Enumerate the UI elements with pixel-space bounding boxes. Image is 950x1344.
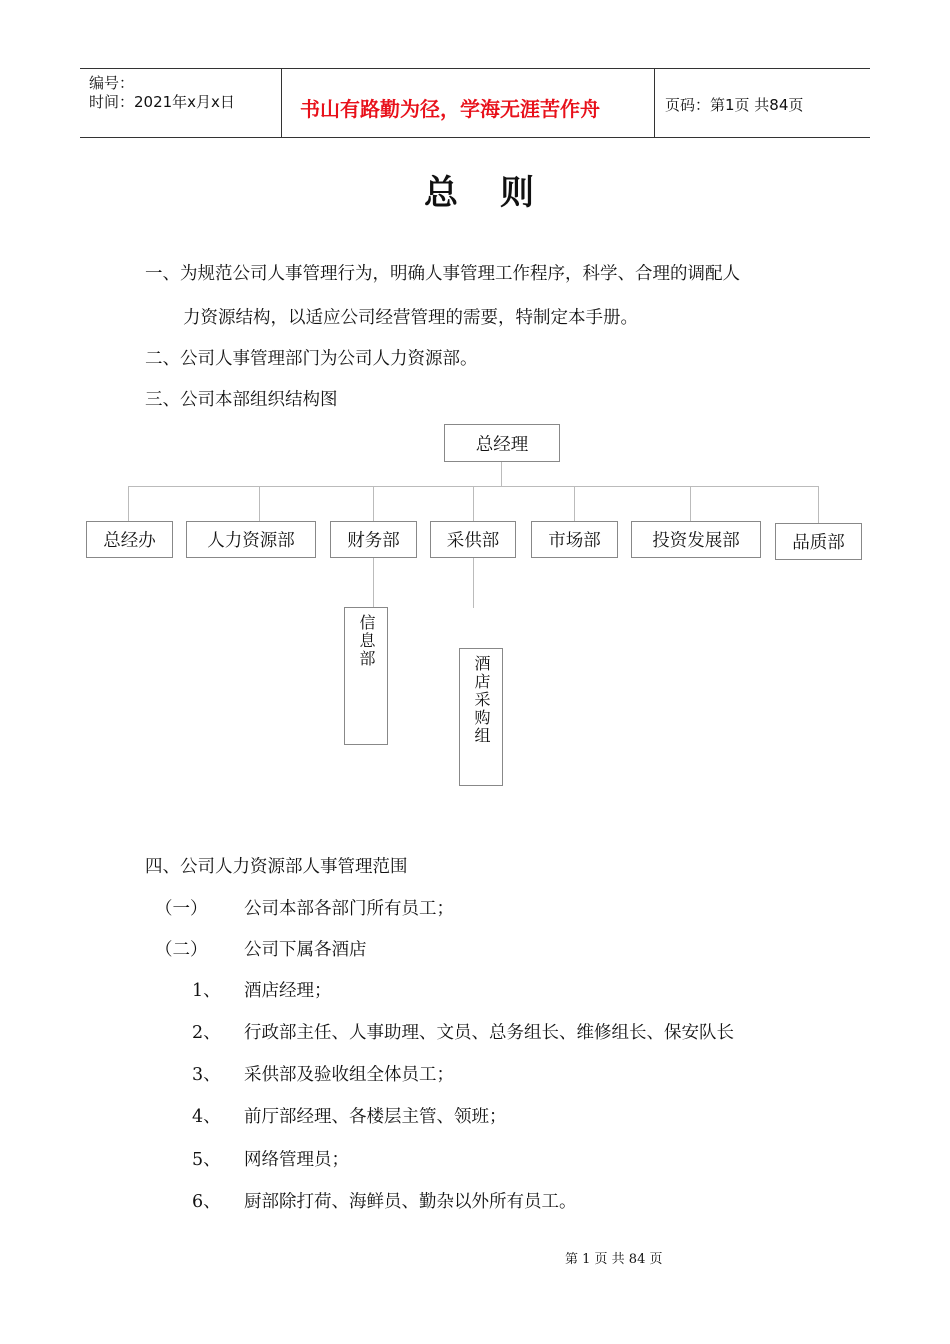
org-node-general-office: 总经办: [86, 521, 173, 558]
sub-item-text: 行政部主任、人事助理、文员、总务组长、维修组长、保安队长: [244, 1023, 734, 1043]
org-connector: [128, 486, 129, 521]
paragraph-4: 四、公司人力资源部人事管理范围: [145, 857, 408, 877]
sub-item-number: 1、: [192, 981, 221, 1001]
scope-item-2-marker: （二）: [155, 940, 208, 960]
doc-number-label: 编号：: [89, 74, 135, 92]
org-connector: [373, 486, 374, 521]
org-node-info: [344, 607, 388, 745]
page-footer: 第 1 页 共 84 页: [565, 1252, 663, 1267]
sub-item-text: 厨部除打荷、海鲜员、勤杂以外所有员工。: [244, 1192, 577, 1212]
header-divider: [654, 69, 655, 137]
org-connector: [259, 486, 260, 521]
sub-item-number: 3、: [192, 1065, 221, 1085]
org-node-info-label: 信息部: [357, 614, 376, 668]
header-page-info: 页码：第1页 共84页: [665, 96, 804, 114]
sub-item-text: 网络管理员；: [244, 1150, 349, 1170]
org-connector: [373, 558, 374, 607]
org-node-procurement: 采供部: [430, 521, 516, 558]
sub-item-text: 前厅部经理、各楼层主管、领班；: [244, 1107, 507, 1127]
sub-item-number: 2、: [192, 1023, 221, 1043]
org-connector: [501, 462, 502, 486]
sub-item-number: 4、: [192, 1107, 221, 1127]
sub-item-number: 5、: [192, 1150, 221, 1170]
header-table: [80, 68, 870, 138]
org-connector: [574, 486, 575, 521]
org-node-hr: 人力资源部: [186, 521, 316, 558]
doc-time-label: 时间：2021年x月x日: [89, 93, 235, 111]
org-node-quality: 品质部: [775, 523, 862, 560]
org-node-finance: 财务部: [330, 521, 417, 558]
org-node-root: 总经理: [444, 424, 560, 462]
paragraph-1-line-2: 力资源结构，以适应公司经营管理的需要，特制定本手册。: [183, 308, 638, 328]
scope-item-1-marker: （一）: [155, 899, 208, 919]
org-node-investment: 投资发展部: [631, 521, 761, 558]
org-node-marketing: 市场部: [531, 521, 618, 558]
org-node-hotel-purchase-label: 酒店采购组: [472, 655, 491, 745]
paragraph-2: 二、公司人事管理部门为公司人力资源部。: [145, 349, 478, 369]
sub-item-number: 6、: [192, 1192, 221, 1212]
org-connector: [690, 486, 691, 521]
sub-item-text: 酒店经理；: [244, 981, 332, 1001]
page-title: 总则: [424, 173, 576, 213]
scope-item-1-text: 公司本部各部门所有员工；: [244, 899, 454, 919]
paragraph-3: 三、公司本部组织结构图: [145, 390, 338, 410]
header-divider: [281, 69, 282, 137]
org-connector: [818, 486, 819, 523]
org-node-hotel-purchase: [459, 648, 503, 786]
header-motto: 书山有路勤为径，学海无涯苦作舟: [300, 97, 600, 121]
org-connector: [473, 558, 474, 608]
sub-item-text: 采供部及验收组全体员工；: [244, 1065, 454, 1085]
paragraph-1-line-1: 一、为规范公司人事管理行为，明确人事管理工作程序，科学、合理的调配人: [145, 264, 740, 284]
scope-item-2-text: 公司下属各酒店: [244, 940, 367, 960]
org-connector: [473, 486, 474, 521]
